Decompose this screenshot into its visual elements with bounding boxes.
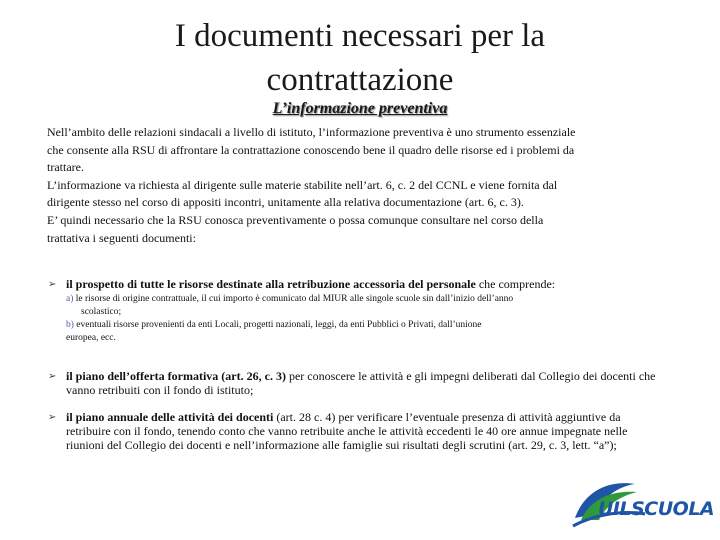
bullet-item-resources xyxy=(48,277,668,291)
arrow-bullet-icon: ➢ xyxy=(48,412,57,423)
bullet-bold: il prospetto di tutte le risorse destinate alla retribuzione accessoria del personale xyxy=(66,277,476,291)
bullet-item-pof xyxy=(48,369,668,397)
intro-line: L’informazione va richiesta al dirigente sulle materie stabilite nell’art. 6, c. 2 del CCNL e viene fornita dal xyxy=(47,177,558,192)
sublist-text: eventuali risorse provenienti da enti Locali, progetti nazionali, leggi, da enti Pubblici o Privati, dall’unione xyxy=(76,320,482,330)
intro-line: E’ quindi necessario che la RSU conosca preventivamente o possa comunque consultare nel corso della xyxy=(47,212,544,227)
intro-line: dirigente stesso nel corso di appositi incontri, unitamente alla relativa documentazione (art. 6, c. 3). xyxy=(47,195,524,210)
sublist-item-b xyxy=(66,319,666,345)
intro-line: Nell’ambito delle relazioni sindacali a livello di istituto, l’informazione preventiva è uno strumento essenziale xyxy=(47,125,576,139)
sublist-text: europea, ecc. xyxy=(66,333,116,343)
intro-line: trattativa i seguenti documenti: xyxy=(47,230,196,245)
bullet-item-annual-plan xyxy=(48,410,668,452)
resources-sublist xyxy=(66,293,666,345)
bullet-text xyxy=(66,369,668,397)
intro-line: trattare. xyxy=(47,160,84,175)
sublist-item-a xyxy=(66,293,666,319)
bullet-text xyxy=(66,410,668,452)
title-line-1: I documenti necessari per la xyxy=(174,18,546,54)
bullet-rest: per conoscere le attività e gli impegni deliberati dal Collegio dei docenti che vanno retribuiti con il fondo di istituto; xyxy=(66,369,656,397)
bullet-text xyxy=(66,277,668,291)
intro-paragraph xyxy=(47,124,647,247)
arrow-bullet-icon: ➢ xyxy=(48,371,57,382)
arrow-bullet-icon: ➢ xyxy=(48,279,57,290)
sublist-text: scolastico; xyxy=(81,307,122,317)
sublist-marker: b) xyxy=(66,320,74,330)
bullet-rest: che comprende: xyxy=(475,277,556,291)
bullet-bold: il piano annuale delle attività dei docenti xyxy=(66,410,274,424)
bullet-bold: il piano dell’offerta formativa (art. 26, c. 3) xyxy=(66,369,286,383)
sublist-marker: a) xyxy=(66,294,74,304)
section-subtitle: L’informazione preventiva xyxy=(272,100,448,117)
bullet-rest: (art. 28 c. 4) per verificare l’eventuale presenza di attività aggiuntive da retribuire con il fondo, tenendo conto che vanno retribuite anche le attività eccedenti le 40 ore annue impegnate nelle riunioni del Collegio dei docenti e nell’informazione alle famiglie sui risultati degli scrutini (art. 29, c. 3, lett. “a”); xyxy=(66,410,628,452)
slide-title xyxy=(80,14,640,102)
intro-line: che consente alla RSU di affrontare la contrattazione conoscendo bene il quadro delle risorse ed i problemi da xyxy=(47,142,575,157)
sublist-text: le risorse di origine contrattuale, il cui importo è comunicato dal MIUR alle singole scuole sin dall’inizio dell’anno xyxy=(75,294,514,304)
title-line-2: contrattazione xyxy=(266,62,454,98)
logo-text: UILSCUOLA xyxy=(598,498,715,520)
uilscuola-logo xyxy=(565,470,715,534)
